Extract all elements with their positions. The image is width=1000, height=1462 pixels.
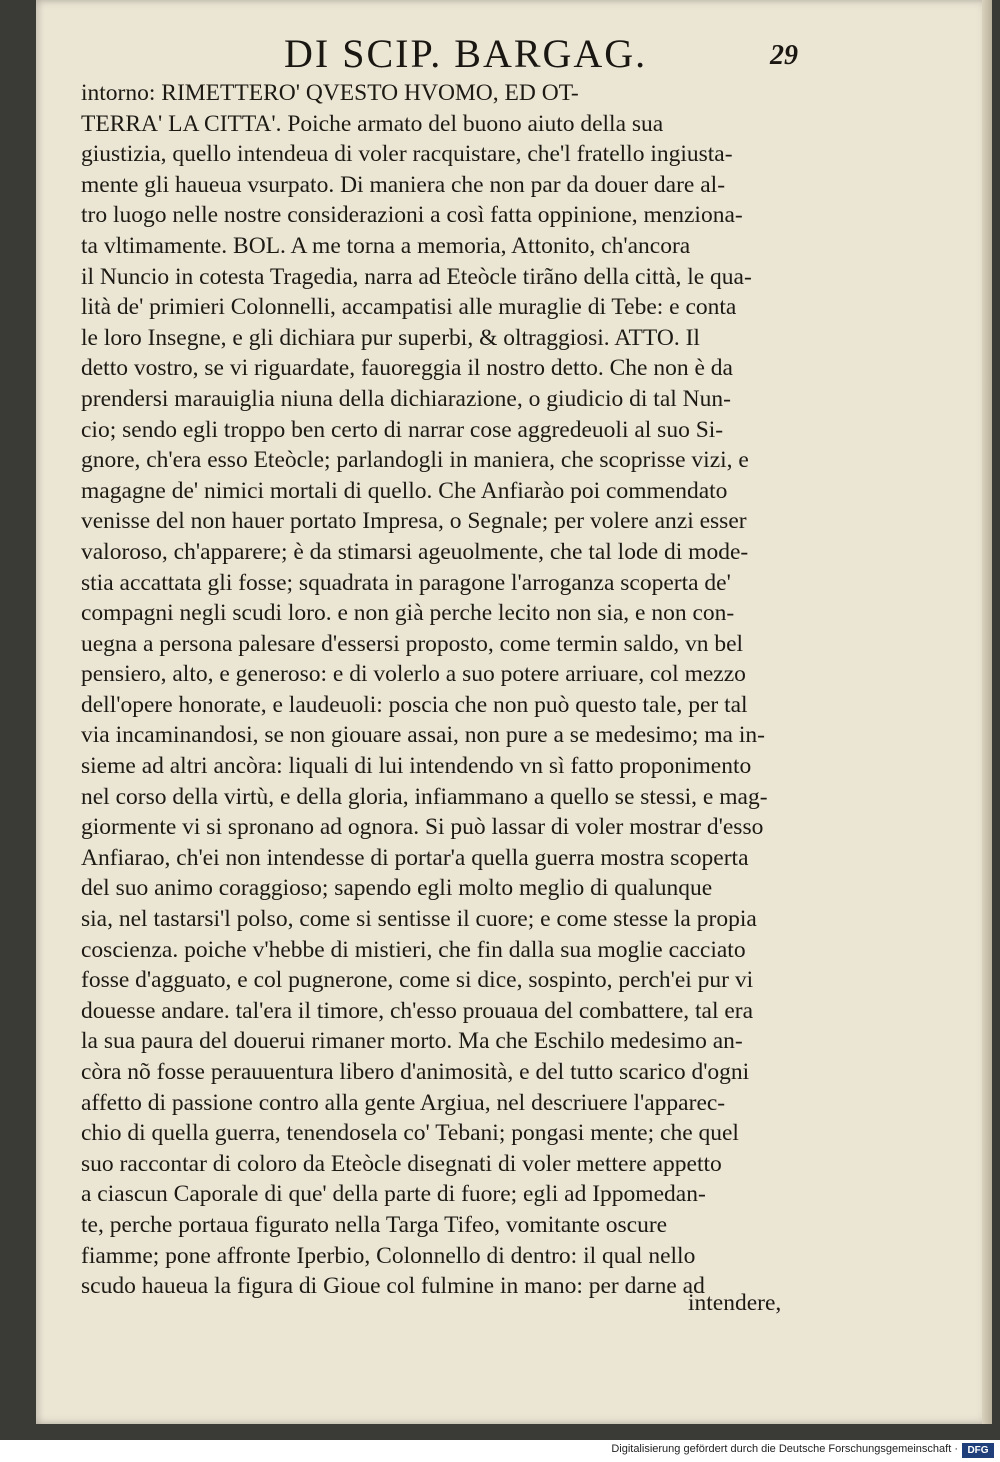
text-line: coscienza. poiche v'hebbe di mistieri, che fin dalla sua moglie cacciato [81,936,746,963]
catchword: intendere, [688,1290,782,1316]
text-line: Anfiarao, ch'ei non intendesse di portar'a quella guerra mostra scoperta [81,844,749,871]
text-line: douesse andare. tal'era il timore, ch'esso prouaua del combattere, tal era [81,997,754,1024]
text-line: del suo animo coraggioso; sapendo egli molto meglio di qualunque [81,875,713,902]
text-line: cio; sendo egli troppo ben certo di narrar cose aggredeuoli al suo Si- [81,416,724,443]
text-line: nel corso della virtù, e della gloria, infiammano a quello se stessi, e mag- [81,783,768,810]
text-line: giormente vi si spronano ad ognora. Si può lassar di voler mostrar d'esso [81,814,764,841]
text-line: intorno: RIMETTERO' QVESTO HVOMO, ED OT- [81,80,579,106]
text-line: TERRA' LA CITTA'. Poiche armato del buono aiuto della sua [81,110,664,137]
footer-bar [0,1440,1000,1462]
text-line: fosse d'agguato, e col pugnerone, come si dice, sospinto, perch'ei pur vi [81,967,754,994]
text-line: tro luogo nelle nostre considerazioni a così fatta oppinione, menziona- [81,202,743,229]
text-line: mente gli haueua vsurpato. Di maniera che non par da douer dare al- [81,171,726,198]
footer-credit: Digitalisierung gefördert durch die Deutsche Forschungsgemeinschaft · [611,1443,958,1455]
page-header [36,30,992,76]
page-edge [982,0,992,1424]
text-line: chio di quella guerra, tenendosela co' Tebani; pongasi mente; che quel [81,1120,739,1147]
text-line: fiamme; pone affronte Iperbio, Colonnello di dentro: il qual nello [81,1242,696,1269]
book-page [36,0,992,1424]
text-line: te, perche portaua figurato nella Targa Tifeo, vomitante oscure [81,1211,668,1238]
text-line: stia accattata gli fosse; squadrata in paragone l'arroganza scoperta de' [81,569,731,596]
body-text [81,78,841,1302]
text-line: prendersi marauiglia niuna della dichiarazione, o giudicio di tal Nun- [81,385,731,412]
text-line: còra nõ fosse perauuentura libero d'animosità, e del tutto scarico d'ogni [81,1059,750,1085]
text-line: pensiero, alto, e generoso: e di volerlo a suo potere arriuare, col mezzo [81,661,746,688]
running-head: DI SCIP. BARGAG. [284,31,648,76]
text-line: gnore, ch'era esso Eteòcle; parlandogli in maniera, che scoprisse vizi, e [81,447,749,474]
text-line: valoroso, ch'apparere; è da stimarsi ageuolmente, che tal lode di mode- [81,538,749,565]
text-line: sieme ad altri ancòra: liquali di lui intendendo vn sì fatto proponimento [81,753,752,780]
text-line: dell'opere honorate, e laudeuoli: poscia che non può questo tale, per tal [81,691,748,718]
text-line: compagni negli scudi loro. e non già perche lecito non sia, e non con- [81,600,735,627]
page-number: 29 [770,40,798,71]
text-line: venisse del non hauer portato Impresa, o Segnale; per volere anzi esser [81,508,747,535]
text-line: detto vostro, se vi riguardate, fauoreggia il nostro detto. Che non è da [81,355,733,382]
text-line: suo raccontar di coloro da Eteòcle disegnati di voler mettere appetto [81,1150,722,1177]
text-line: lità de' primieri Colonnelli, accampatisi alle muraglie di Tebe: e conta [81,294,737,321]
text-line: a ciascun Caporale di que' della parte di fuore; egli ad Ippomedan- [81,1181,706,1208]
text-line: il Nuncio in cotesta Tragedia, narra ad Eteòcle tirãno della città, le qua- [81,263,752,290]
text-line: ta vltimamente. BOL. A me torna a memoria, Attonito, ch'ancora [81,232,691,259]
text-line: la sua paura del douerui rimaner morto. Ma che Eschilo medesimo an- [81,1028,743,1055]
text-line: magagne de' nimici mortali di quello. Che Anfiarào poi commendato [81,477,728,504]
text-line: affetto di passione contro alla gente Argiua, nel descriuere l'apparec- [81,1089,726,1116]
text-line: via incaminandosi, se non giouare assai, non pure a se medesimo; ma in- [81,722,765,749]
text-line: sia, nel tastarsi'l polso, come si sentisse il cuore; e come stesse la propia [81,906,757,933]
text-line: giustizia, quello intendeua di voler racquistare, che'l fratello ingiusta- [81,141,733,168]
text-line: le loro Insegne, e gli dichiara pur superbi, & oltraggiosi. ATTO. Il [81,324,700,351]
dfg-logo: DFG [962,1443,994,1458]
text-line: uegna a persona palesare d'essersi proposto, come termin saldo, vn bel [81,630,744,657]
text-line: scudo haueua la figura di Gioue col fulmine in mano: per darne ad [81,1273,705,1300]
